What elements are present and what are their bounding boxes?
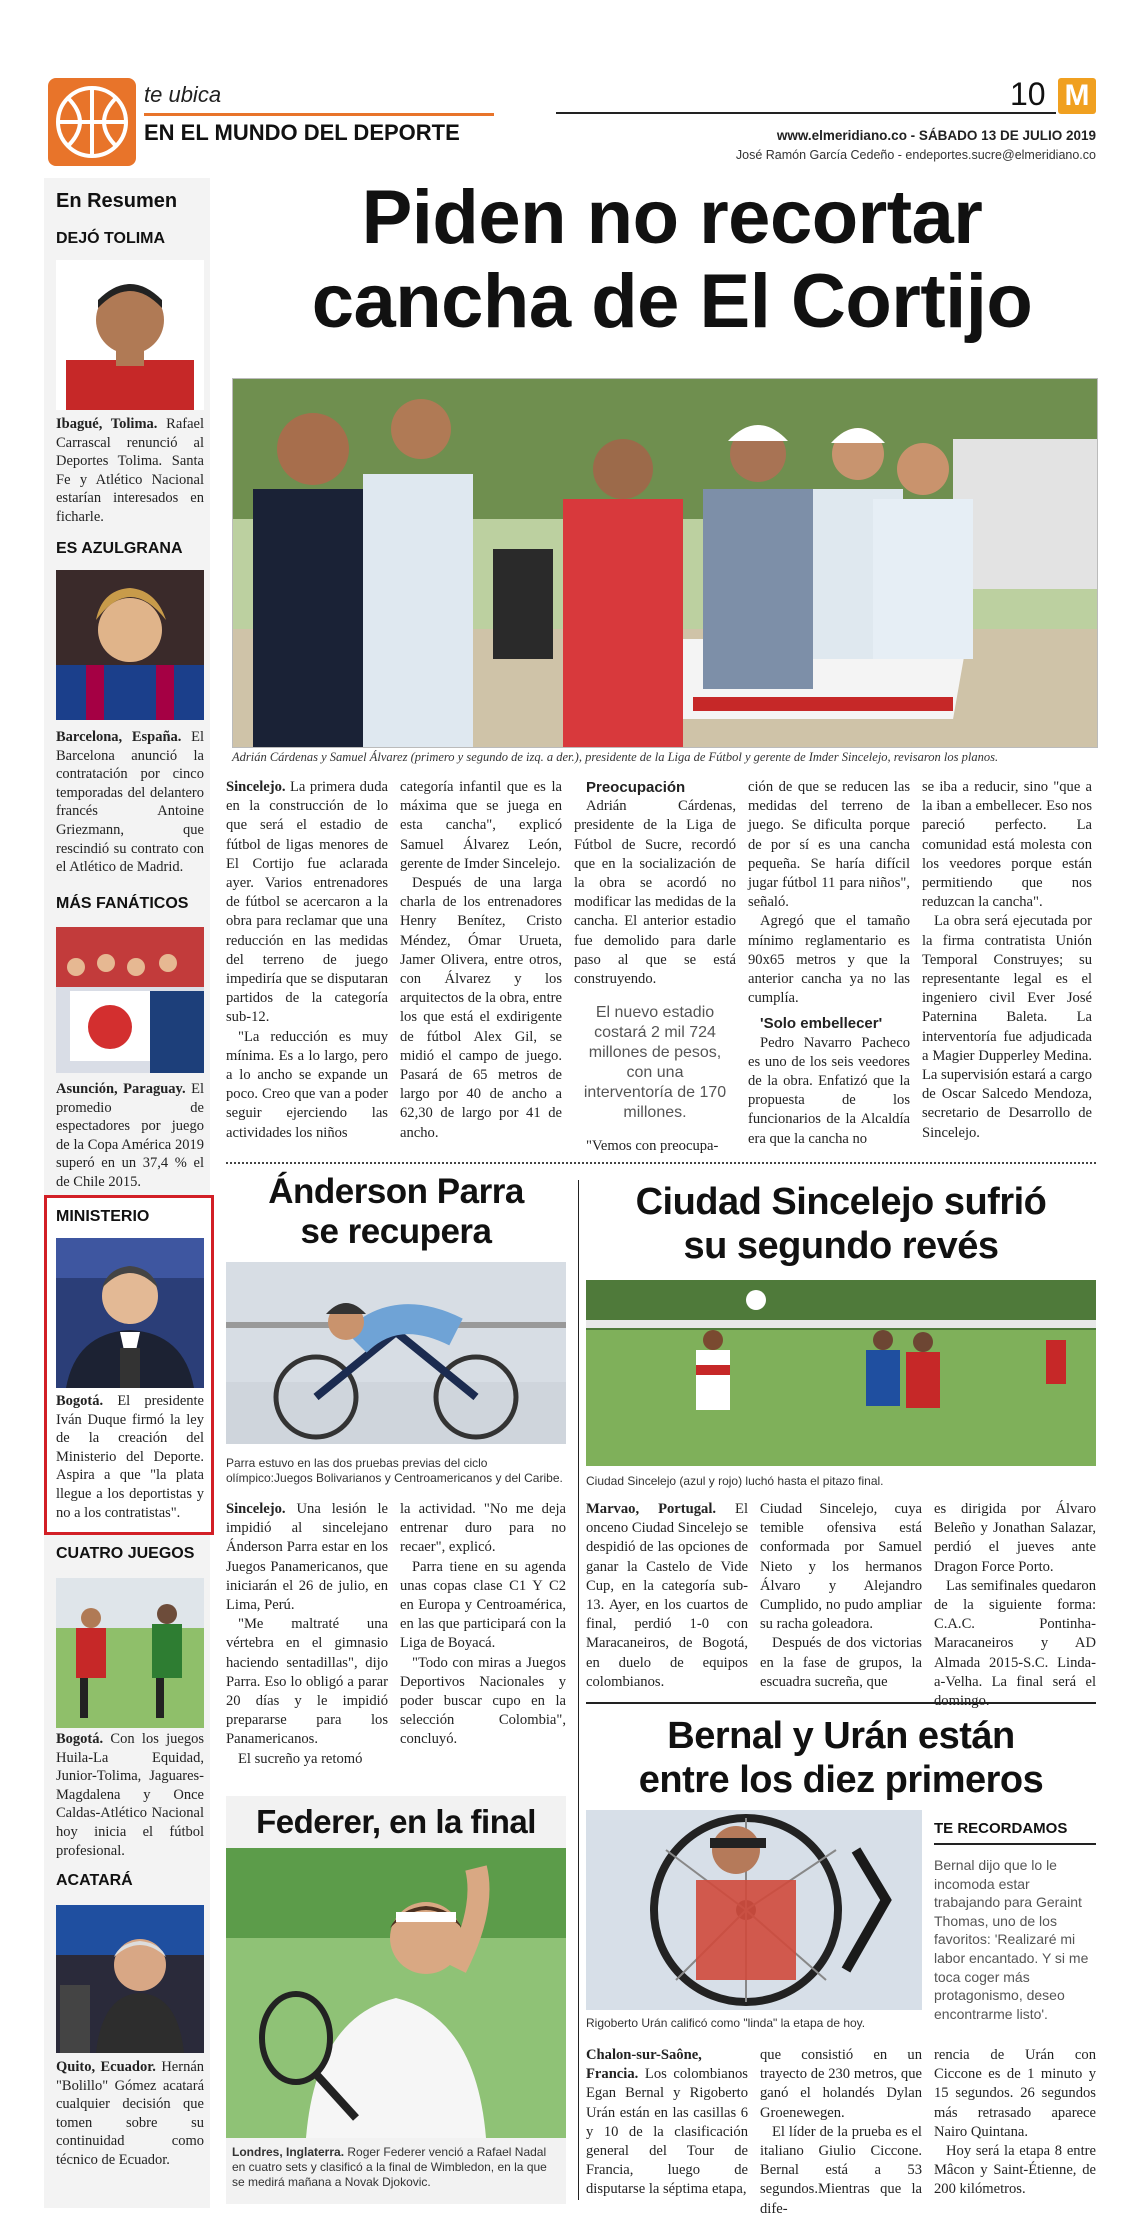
masthead-rule [556,112,1056,114]
ciudad-headline [586,1180,1096,1268]
dateline-lead: Marvao, Portugal. [586,1501,717,1517]
body-text: La obra será ejecutada por la firma contratista Unión Temporal Construyes; su representante legal es el ingeniero civil Ever José Paternina Baleta. La interventoría fue adjudicada a Magier Dupperley Medina. La supervisión estará a cargo de Oscar Salcedo Mendoza, secretario de Desarrollo de Sincelejo. [922,913,1092,1141]
main-column [226,778,388,1143]
main-headline-line: Piden no recortar [361,175,983,260]
body-text: La primera duda en la construcción de lo que será el estadio de fútbol de ligas menores de El Cortijo fue aclarada ayer. Varios entrenadores de fútbol se acercaron a la obra para reclamar que una reducción en las medidas del terreno de juego impediría que se disputaran partidos de la categoría sub-12. [226,779,388,1026]
bernal-caption: Rigoberto Urán calificó como "linda" la etapa de hoy. [586,2016,866,2030]
dateline-lead: Chalon-sur-Saône, Francia. [586,2047,702,2083]
dateline-lead: Londres, Inglaterra. [232,2145,345,2159]
dateline: www.elmeridiano.co - SÁBADO 13 DE JULIO 2019 [776,128,1096,143]
subhead: 'Solo embellecer' [760,1015,883,1033]
parra-column [400,1500,566,1750]
body-text: Adrián Cárdenas, presidente de la Liga de Fútbol de Sucre, recordó que en la socialización de la obra se acordó no modificar las medidas de la cancha. El anterior estadio fue demolido para darle paso al que se está construyendo. [574,798,736,988]
ciudad-column [586,1500,748,1692]
player-photo [56,260,204,410]
section-title: EN EL MUNDO DEL DEPORTE [144,120,460,145]
subhead: Preocupación [586,779,686,796]
main-column [574,778,736,1156]
parra-caption: Parra estuvo en las dos pruebas previas del ciclo olímpico:Juegos Bolivarianos y Centroamericanos y del Caribe. [226,1456,563,1485]
sidebar-body: Rafael Carrascal renunció al Deportes Tolima. Santa Fe y Atlético Nacional estarían interesados en ficharle. [56,416,204,525]
sidebar-text [56,728,204,877]
body-text: El sucreño ya retomó [238,1750,363,1767]
section-rule [586,1702,1096,1704]
bernal-headline-line: entre los diez primeros [638,1759,1044,1801]
body-text: Agregó que el tamaño mínimo reglamentario es 90x65 metros y que la anterior cancha ya no las cumplía. [748,913,910,1007]
sidebar-body: Con los juegos Huila-La Equidad, Junior-Tolima, Jaguares-Magdalena y Once Caldas-Atlético Nacional hoy inicia el fútbol profesional. [56,1731,204,1859]
body-text: Pedro Navarro Pacheco es uno de los seis veedores de la obra. Enfatizó que la propuesta de los funcionarios de la Alcaldía era que la cancha no [748,1034,910,1147]
main-headline [232,176,1112,344]
sidebar-body: El Barcelona anunció la contratación por cinco temporadas del delantero francés Antoine Griezmann, que rescindió su contrato con el Atlético de Madrid. [56,729,204,876]
body-text: que consistió en un trayecto de 230 metros, que ganó el holandés Dylan Groenewegen. [760,2047,922,2121]
parra-headline [226,1172,566,1252]
sidebar-text [56,1730,204,1860]
body-text: categoría infantil que es la máxima que se juega en esta cancha", explicó Samuel Álvarez León, gerente de Imder Sincelejo. [400,779,562,872]
main-caption: Adrián Cárdenas y Samuel Álvarez (primero y segundo de izq. a der.), presidente de la Liga de Fútbol y gerente de Imder Sincelejo, revisaron los planos. [232,750,999,764]
sidebar-title: En Resumen [56,190,178,212]
section-divider [226,1162,1096,1164]
tagline-underline [144,113,494,116]
body-text: "Vemos con preocupa- [586,1138,719,1155]
dateline-lead: Sincelejo. [226,1501,286,1517]
body-text: la actividad. "No me deja entrenar duro para no recaer", explicó. [400,1501,566,1556]
box-title: TE RECORDAMOS [934,1820,1096,1845]
body-text: "Todo con miras a Juegos Deportivos Nacionales y poder buscar cupo en la selección Colombia", concluyó. [400,1654,566,1748]
sidebar-text [56,415,204,527]
section-logo [48,78,136,166]
sidebar-head: ACATARÁ [56,1872,133,1889]
box-text: Bernal dijo que lo le incomoda estar trabajando para Geraint Thomas, uno de los favoritos: 'Realizaré mi labor encantado. Y si me toca coger más protagonismo, deseo encontrarme listo'. [934,1857,1089,2022]
main-column [748,778,910,1149]
cycling-photo [586,1810,922,2010]
ciudad-column [934,1500,1096,1711]
coach-photo [56,1905,204,2053]
body-text: El onceno Ciudad Sincelejo se despidió de las opciones de ganar la Castelo de Vide Cup, en la categoría sub-13. Ayer, en los cuartos de final, perdió 1-0 con Maracaneiros, de Bogotá, en duelo de equipos colombianos. [586,1501,749,1690]
body-text: El líder de la prueba es el italiano Giulio Ciccone. Bernal está a 53 segundos.Mientras que la dife- [760,2123,922,2217]
fans-photo [56,927,204,1073]
sidebar-head: MINISTERIO [56,1208,150,1225]
sidebar-body: El promedio de espectadores por juego de la Copa América 2019 superó en un 37,4 % el de Chile 2015. [56,1081,204,1190]
ciudad-column [760,1500,922,1692]
sidebar-place: Bogotá. [56,1393,104,1409]
sidebar-head: CUATRO JUEGOS [56,1545,195,1562]
parra-headline-line: se recupera [300,1212,492,1251]
pull-quote: El nuevo estadio costará 2 mil 724 millones de pesos, con una interventoría de 170 millones. [583,1004,727,1122]
sidebar-head: MÁS FANÁTICOS [56,895,189,912]
president-photo [56,1238,204,1388]
main-headline-line: cancha de El Cortijo [311,259,1033,344]
sidebar-place: Bogotá. [56,1731,104,1747]
page-number: 10 [1010,76,1046,112]
body-text: Una lesión le impidió al sincelejano Ánderson Parra estar en los Juegos Panamericanos, que iniciarán el 26 de julio, en Lima, Perú. [226,1501,388,1614]
sidebar-body: El presidente Iván Duque firmó la ley de la creación del Ministerio del Deporte. Aspira a que "la plata llegue a los deportistas y no a los contratistas". [56,1393,204,1521]
ciudad-headline-line: Ciudad Sincelejo sufrió [635,1181,1047,1223]
player-photo [56,570,204,720]
body-text: Las semifinales quedaron de la siguiente forma: C.A.C. Pontinha-Maracaneiros y AD Almada 2015-S.C. Linda-a-Velha. La final será el [934,1577,1096,1690]
federer-headline: Federer, en la final [256,1803,536,1840]
bernal-column [934,2046,1096,2200]
dateline-lead: Sincelejo. [226,779,286,795]
parra-column [226,1500,388,1769]
body-text: se iba a reducir, sino "que a la iban a embellecer. Eso nos pareció perfecto. La comunidad está molesta con los veedores porque están permitiendo que nos reduzcan la cancha". [922,779,1092,911]
bernal-headline-line: Bernal y Urán están [667,1715,1015,1757]
body-text: Parra tiene en su agenda unas copas clase C1 Y C2 en Europa y Centroamérica, en las que participará con la Liga de Boyacá. [400,1558,566,1652]
body-text: Hoy será la etapa 8 entre Mâcon y Saint-Étienne, de 200 kilómetros. [934,2143,1096,2198]
federer-caption [232,2145,562,2190]
caption-text: Roger Federer venció a Rafael Nadal en cuatro sets y clasificó a la final de Wimbledon, en la que se medirá mañana a Novak Djokovic. [232,2145,547,2189]
main-column [400,778,562,1143]
tennis-photo [226,1848,566,2138]
body-text: rencia de Urán con Ciccone es de 1 minuto y 15 segundos. 26 segundos más retrasado aparece Nairo Quintana. [934,2047,1096,2140]
bernal-column [586,2046,748,2200]
bernal-column [760,2046,922,2219]
body-text: Ciudad Sincelejo, cuya temible ofensiva está conformada por Samuel Nieto y los hermanos Álvaro y Alejandro Cumplido, no pudo ampliar su racha goleadora. [760,1501,922,1633]
main-column [922,778,1092,1143]
sidebar-head: DEJÓ TOLIMA [56,230,166,247]
body-text: "La reducción es muy mínima. Es a lo largo, pero a lo ancho se expande un poco. Creo que van a poder seguir ejerciendo las actividades los niños [226,1028,388,1141]
section-tagline: te ubica [144,82,222,107]
column-rule [578,1180,579,2200]
bernal-headline [586,1714,1096,1802]
body-text: Después de dos victorias en la fase de grupos, la escuadra sucreña, que [760,1635,922,1690]
sidebar-place: Asunción, Paraguay. [56,1081,186,1097]
basketball-icon [48,78,136,166]
body-text: ción de que se reducen las medidas del terreno de juego. Se dificulta porque de por sí es una cancha pequeña. Se haría difícil jugar fútbol 11 para niños", señaló. [748,779,910,911]
sidebar-head: ES AZULGRANA [56,540,183,557]
body-text: es dirigida por Álvaro Beleño y Jonathan Salazar, perdió el jueves ante Dragon Force Porto. [934,1501,1096,1575]
main-photo [232,378,1098,748]
soccer-photo [56,1578,204,1728]
body-text: Después de una larga charla de los entrenadores Henry Benítez, Cristo Méndez, Ómar Urueta, Jamer Olivera, entre otros, con Álvarez y los arquitectos de la obra, entre los que está el exdirigente de fútbol Alex Gil, se midió el campo de juego. Pasará de 65 metros de largo por 40 de ancho a 62,30 de largo por 41 de ancho. [400,875,562,1141]
sidebar-text [56,2058,204,2170]
parra-headline-line: Ánderson Parra [268,1172,524,1211]
ciudad-caption: Ciudad Sincelejo (azul y rojo) luchó hasta el pitazo final. [586,1474,884,1488]
body-text: Los colombianos Egan Bernal y Rigoberto Urán están en las casillas 6 y 10 de la clasificación general del Tour de Francia, luego de disputarse la séptima etapa, [586,2066,748,2198]
sidebar-place: Ibagué, Tolima. [56,416,158,432]
byline: José Ramón García Cedeño - endeportes.sucre@elmeridiano.co [735,148,1096,162]
brand-logo: M [1058,78,1096,114]
sidebar-place: Quito, Ecuador. [56,2059,156,2075]
sidebar-body: Hernán "Bolillo" Gómez acatará cualquier decisión que tomen sobre su continuidad como técnico de Ecuador. [56,2059,204,2168]
sidebar-place: Barcelona, España. [56,729,182,745]
body-text: "Me maltraté una vértebra en el gimnasio haciendo sentadillas", dijo Parra. Eso lo obligó a parar 20 días y le impidió prepararse para los Panamericanos. [226,1616,388,1748]
cyclist-photo [226,1262,566,1444]
sidebar-text [56,1392,204,1522]
soccer-match-photo [586,1280,1096,1466]
sidebar-text [56,1080,204,1192]
ciudad-headline-line: su segundo revés [683,1225,999,1267]
